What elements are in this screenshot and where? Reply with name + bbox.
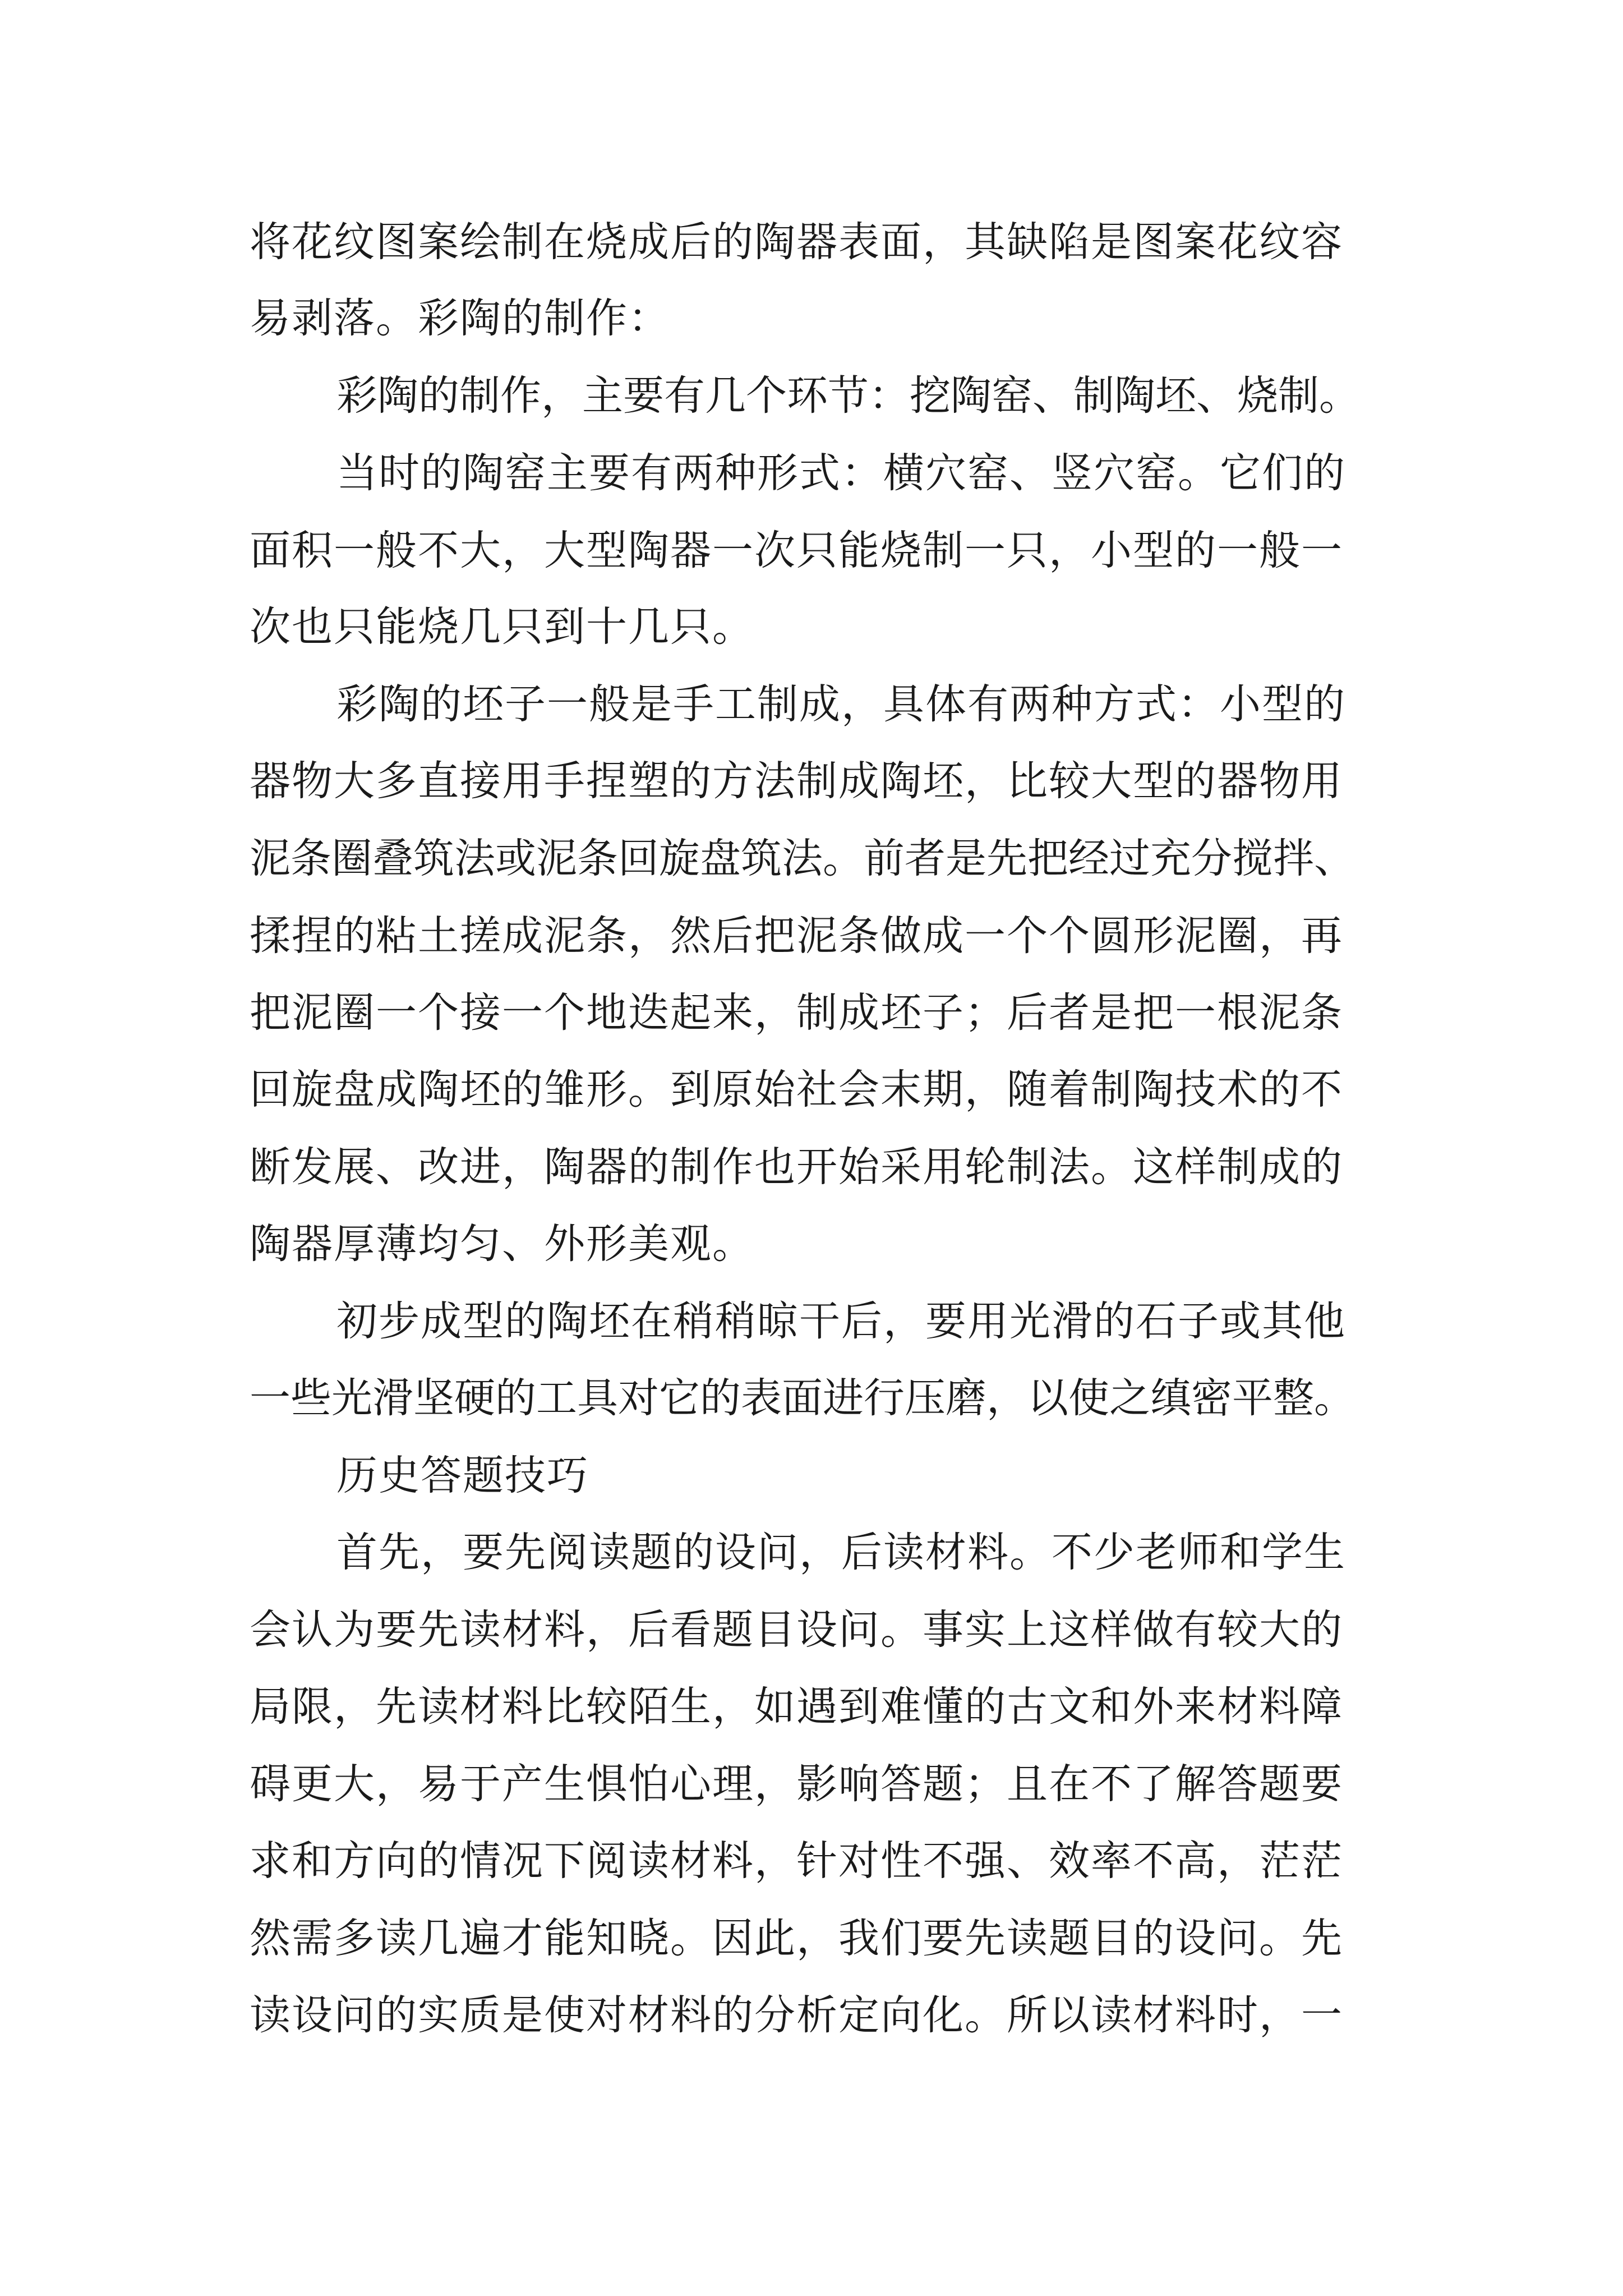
text-line: 揉捏的粘土搓成泥条，然后把泥条做成一个个圆形泥圈，再 — [250, 912, 1343, 960]
text-line: 当时的陶窑主要有两种形式：横穴窑、竖穴窑。它们的 — [336, 449, 1346, 497]
section-heading: 历史答题技巧 — [336, 1452, 589, 1499]
text-line: 回旋盘成陶坯的雏形。到原始社会末期，随着制陶技术的不 — [250, 1066, 1343, 1114]
text-line: 泥条圈叠筑法或泥条回旋盘筑法。前者是先把经过充分搅拌、 — [250, 835, 1355, 882]
text-line: 把泥圈一个接一个地迭起来，制成坯子；后者是把一根泥条 — [250, 989, 1343, 1037]
text-line: 彩陶的坯子一般是手工制成，具体有两种方式：小型的 — [336, 680, 1346, 728]
text-line: 求和方向的情况下阅读材料，针对性不强、效率不高，茫茫 — [250, 1837, 1343, 1885]
text-line: 面积一般不大，大型陶器一次只能烧制一只，小型的一般一 — [250, 527, 1343, 574]
text-line: 器物大多直接用手捏塑的方法制成陶坯，比较大型的器物用 — [250, 757, 1343, 805]
text-line: 一些光滑坚硬的工具对它的表面进行压磨，以使之缜密平整。 — [250, 1374, 1355, 1422]
text-line: 读设问的实质是使对材料的分析定向化。所以读材料时，一 — [250, 1991, 1343, 2039]
text-line: 将花纹图案绘制在烧成后的陶器表面，其缺陷是图案花纹容 — [250, 218, 1343, 266]
text-line: 然需多读几遍才能知晓。因此，我们要先读题目的设问。先 — [250, 1915, 1343, 1962]
text-line: 易剥落。彩陶的制作： — [250, 295, 670, 342]
text-line: 彩陶的制作，主要有几个环节：挖陶窑、制陶坯、烧制。 — [336, 372, 1360, 420]
text-line: 首先，要先阅读题的设问，后读材料。不少老师和学生 — [336, 1529, 1346, 1576]
text-line: 陶器厚薄均匀、外形美观。 — [250, 1220, 754, 1268]
text-line: 初步成型的陶坯在稍稍晾干后，要用光滑的石子或其他 — [336, 1297, 1346, 1345]
text-line: 局限，先读材料比较陌生，如遇到难懂的古文和外来材料障 — [250, 1683, 1343, 1731]
text-line: 断发展、改进，陶器的制作也开始采用轮制法。这样制成的 — [250, 1143, 1343, 1191]
text-line: 碍更大，易于产生惧怕心理，影响答题；且在不了解答题要 — [250, 1760, 1343, 1808]
text-line: 会认为要先读材料，后看题目设问。事实上这样做有较大的 — [250, 1606, 1343, 1654]
text-line: 次也只能烧几只到十几只。 — [250, 603, 754, 651]
